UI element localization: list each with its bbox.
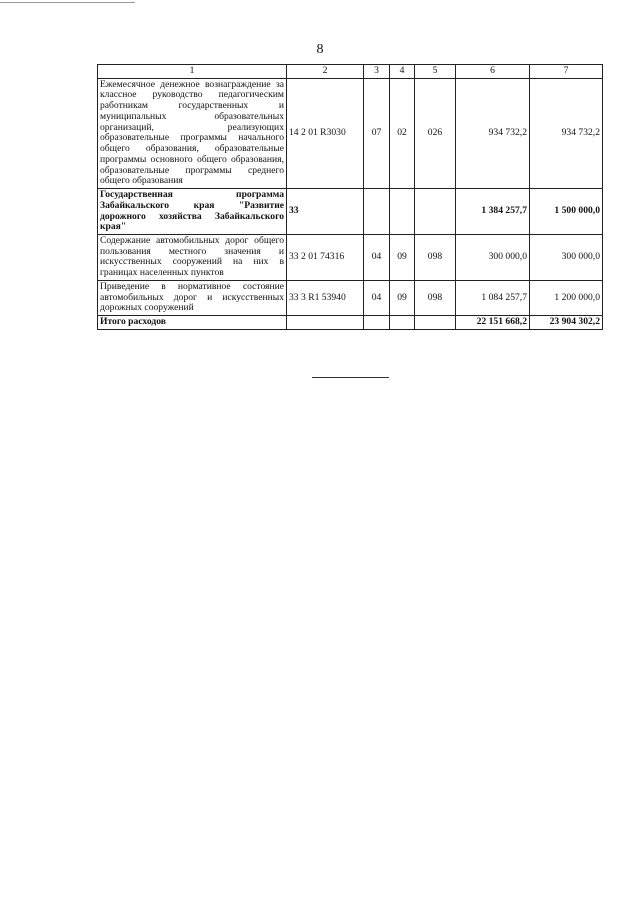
row-expense-type: [415, 189, 456, 235]
row-section: 07: [364, 78, 390, 188]
row-amount-6: 1 084 257,7: [456, 280, 530, 315]
row-name: Государственная программа Забайкальского края "Развитие дорожного хозяйства Забайкальского края": [98, 189, 287, 235]
row-name: Содержание автомобильных дорог общего пользования местного значения и искусственных сооружений на них в границах населенных пунктов: [98, 235, 287, 281]
table-row: [98, 280, 603, 315]
row-code: 33 3 R1 53940: [287, 280, 364, 315]
row-amount-7: 934 732,2: [530, 78, 603, 188]
row-amount-7: 1 200 000,0: [530, 280, 603, 315]
column-header: 2: [287, 65, 364, 79]
row-expense-type: 098: [415, 280, 456, 315]
column-header: 1: [98, 65, 287, 79]
column-header: 5: [415, 65, 456, 79]
table-header-row: [98, 65, 603, 79]
page-number: 8: [316, 42, 324, 57]
table-row: [98, 78, 603, 188]
row-section: 04: [364, 235, 390, 281]
row-subsection: [390, 189, 415, 235]
column-header: 7: [530, 65, 603, 79]
row-subsection: 09: [390, 280, 415, 315]
row-section: [364, 189, 390, 235]
row-expense-type: 026: [415, 78, 456, 188]
row-amount-6: 300 000,0: [456, 235, 530, 281]
row-section: [364, 316, 390, 330]
row-amount-6: 934 732,2: [456, 78, 530, 188]
row-name: Итого расходов: [98, 316, 287, 330]
row-section: 04: [364, 280, 390, 315]
row-subsection: [390, 316, 415, 330]
row-code: [287, 316, 364, 330]
row-code: 33 2 01 74316: [287, 235, 364, 281]
row-expense-type: [415, 316, 456, 330]
table-row: [98, 189, 603, 235]
row-subsection: 09: [390, 235, 415, 281]
column-header: 4: [390, 65, 415, 79]
row-amount-6: 22 151 668,2: [456, 316, 530, 330]
table-row: [98, 235, 603, 281]
column-header: 6: [456, 65, 530, 79]
row-subsection: 02: [390, 78, 415, 188]
row-name: Приведение в нормативное состояние автомобильных дорог и искусственных дорожных сооружений: [98, 280, 287, 315]
row-amount-7: 23 904 302,2: [530, 316, 603, 330]
row-code: 14 2 01 R3030: [287, 78, 364, 188]
row-expense-type: 098: [415, 235, 456, 281]
column-header: 3: [364, 65, 390, 79]
budget-table: [97, 64, 603, 330]
row-amount-6: 1 384 257,7: [456, 189, 530, 235]
end-separator-line: [312, 377, 389, 378]
scan-edge-mark: [0, 2, 135, 3]
row-code: 33: [287, 189, 364, 235]
row-amount-7: 1 500 000,0: [530, 189, 603, 235]
row-amount-7: 300 000,0: [530, 235, 603, 281]
row-name: Ежемесячное денежное вознаграждение за классное руководство педагогическим работникам государственных и муниципальных образовательных организаций, реализующих образовательные программы начального общего образования, образовательные программы основного общего образования, образовательные программы среднего общего образования: [98, 78, 287, 188]
table-total-row: [98, 316, 603, 330]
